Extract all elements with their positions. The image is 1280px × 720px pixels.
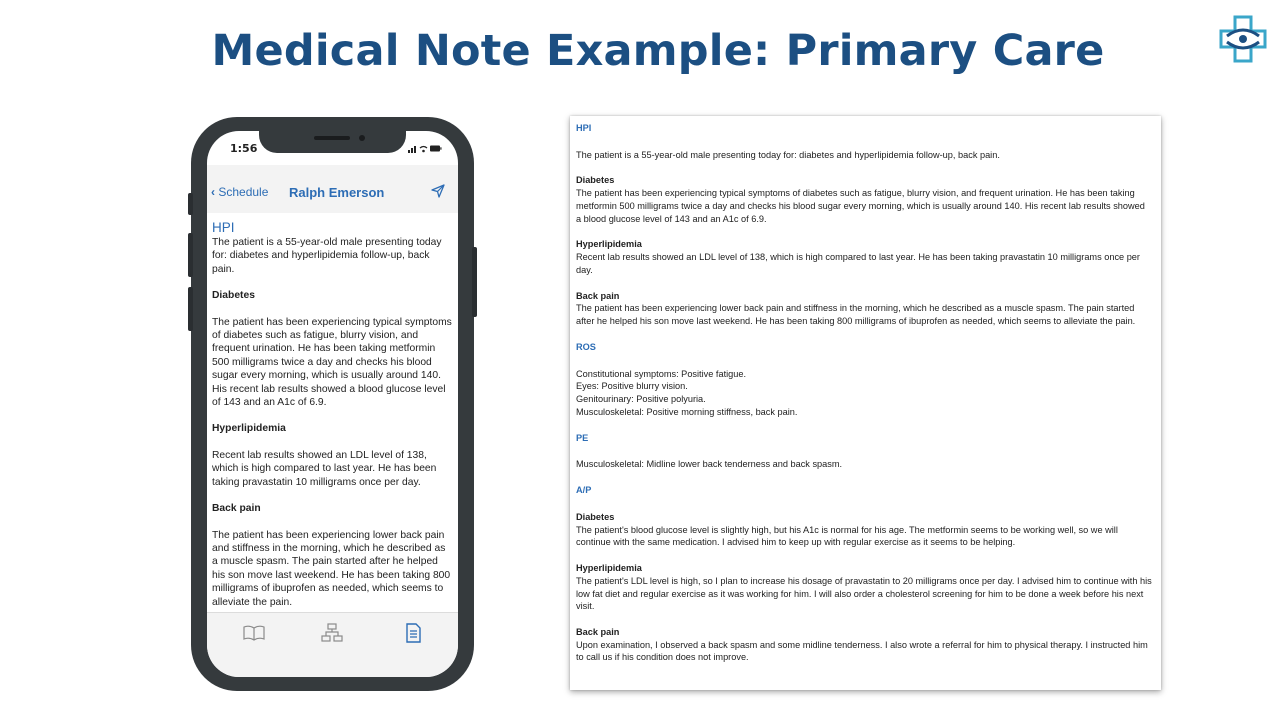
status-time: 1:56 <box>230 142 258 155</box>
nav-bar <box>207 165 458 213</box>
note-ap-hyperlipidemia-heading: Hyperlipidemia <box>576 562 642 573</box>
phone-volume-down-button <box>188 287 193 331</box>
note-hpi-text: The patient is a 55-year-old male presenting today for: diabetes and hyperlipidemia follow-up, back pain. <box>576 149 1000 160</box>
phone-diabetes-heading: Diabetes <box>212 290 255 302</box>
note-ros-line: Eyes: Positive blurry vision. <box>576 381 688 392</box>
note-backpain-heading: Back pain <box>576 290 620 301</box>
document-icon[interactable] <box>401 623 425 643</box>
medical-cross-logo-icon <box>1218 14 1268 64</box>
phone-diabetes-text: The patient has been experiencing typical symptoms of diabetes such as fatigue, blurry vision, and frequent urination. He has been taking metformin 500 milligrams twice a day and checks his blood sugar every morning, which is usually around 140. His recent lab results showed a blood glucose level of 143 and an A1c of 6.9. <box>212 316 452 409</box>
phone-notch <box>259 131 406 153</box>
phone-hyperlipidemia-text: Recent lab results showed an LDL level of 138, which is high compared to last year. He has been taking pravastatin 10 milligrams once per day. <box>212 449 437 488</box>
back-button[interactable] <box>211 185 268 199</box>
note-diabetes-text: The patient has been experiencing typical symptoms of diabetes such as fatigue, blurry vision, and frequent urination. He has been taking metformin 500 milligrams twice a day and checks his blood sugar every morning, which is usually around 140. His recent lab results showed a blood glucose level of 143 and an A1c of 6.9. <box>576 188 1145 224</box>
back-label: Schedule <box>218 185 269 199</box>
note-ap-heading: A/P <box>576 484 592 495</box>
speaker <box>314 136 350 140</box>
note-ros-heading: ROS <box>576 341 596 352</box>
camera <box>359 135 365 141</box>
note-ap-diabetes-text: The patient's blood glucose level is slightly high, but his A1c is normal for his age. The metformin seems to be working well, so we will continue with the same medication. I advised him to keep up with regular exercise as it seems to be helping. <box>576 524 1118 548</box>
phone-screen <box>207 131 458 677</box>
page-title: Medical Note Example: Primary Care <box>211 26 1105 76</box>
phone-mute-button <box>188 193 193 215</box>
phone-mockup <box>191 117 474 691</box>
medical-note-document <box>570 116 1161 690</box>
note-hyperlipidemia-text: Recent lab results showed an LDL level of 138, which is high compared to last year. He has been taking pravastatin 10 milligrams once per day. <box>576 252 1140 275</box>
note-hyperlipidemia-heading: Hyperlipidemia <box>576 239 642 250</box>
chevron-left-icon: ‹ <box>211 185 215 199</box>
note-ap-hyperlipidemia-text: The patient's LDL level is high, so I plan to increase his dosage of pravastatin to 20 milligrams once per day. I advised him to continue with his low fat diet and regular exercise as it was working for him. I will also order a cholesterol screening for him to be done a week before his next visit. <box>576 575 1152 612</box>
phone-hpi-heading: HPI <box>212 220 235 235</box>
phone-volume-up-button <box>188 233 193 277</box>
note-pe-text: Musculoskeletal: Midline lower back tenderness and back spasm. <box>576 459 843 470</box>
note-ros-line: Genitourinary: Positive polyuria. <box>576 394 706 405</box>
note-diabetes-heading: Diabetes <box>576 175 615 186</box>
note-pe-heading: PE <box>576 432 589 443</box>
phone-hpi-text: The patient is a 55-year-old male presenting today for: diabetes and hyperlipidemia follow-up, back pain. <box>212 237 442 275</box>
send-icon[interactable] <box>431 184 445 198</box>
signal-wifi-battery-icon <box>408 144 442 153</box>
note-ap-diabetes-heading: Diabetes <box>576 511 615 522</box>
note-ros-line: Musculoskeletal: Positive morning stiffness, back pain. <box>576 406 798 417</box>
status-icons <box>408 144 442 155</box>
phone-hyperlipidemia-heading: Hyperlipidemia <box>212 423 286 435</box>
tab-bar <box>207 612 458 677</box>
note-ap-backpain-text: Upon examination, I observed a back spasm and some midline tenderness. I also wrote a referral for him to physical therapy. I instructed him to call us if his condition does not improve. <box>576 639 1148 663</box>
note-hpi-heading: HPI <box>576 123 592 133</box>
phone-backpain-heading: Back pain <box>212 503 261 515</box>
phone-power-button <box>472 247 477 317</box>
hierarchy-icon[interactable] <box>320 623 344 643</box>
note-ros-line: Constitutional symptoms: Positive fatigue. <box>576 368 747 379</box>
patient-name: Ralph Emerson <box>289 185 385 200</box>
phone-backpain-text: The patient has been experiencing lower back pain and stiffness in the morning, which he described as a muscle spasm. The pain started after he helped his son move last weekend. He has been taking 800 milligrams of ibuprofen as needed, which seems to alleviate the pain. <box>212 529 451 608</box>
note-ap-backpain-heading: Back pain <box>576 626 620 637</box>
note-backpain-text: The patient has been experiencing lower back pain and stiffness in the morning, which he described as a muscle spasm. The pain started after he helped his son move last weekend. He has been taking 800 milligrams of ibuprofen as needed, which seems to alleviate the pain. <box>576 303 1136 327</box>
book-icon[interactable] <box>242 623 266 643</box>
phone-note-content <box>212 220 452 609</box>
